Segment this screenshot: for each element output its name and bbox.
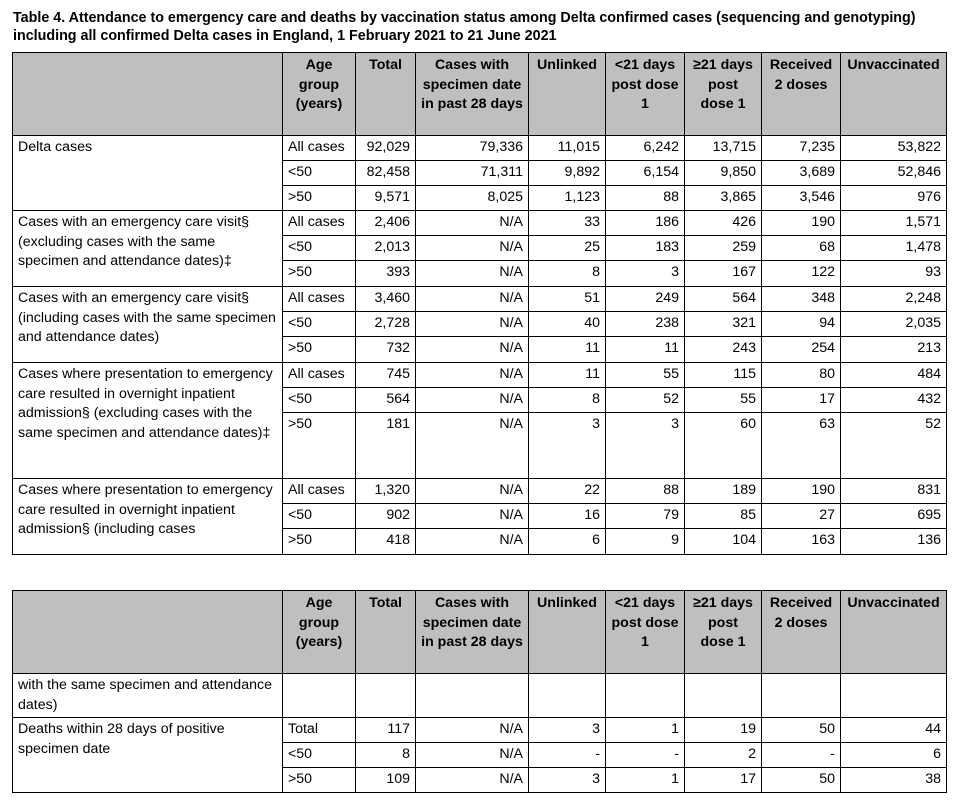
attendance-table	[12, 52, 947, 555]
header-two-doses: Received 2 doses	[762, 53, 841, 136]
specimen-cell: N/A	[416, 718, 529, 743]
two-doses-cell: 190	[762, 211, 841, 236]
unvaccinated-cell: 1,571	[841, 211, 947, 236]
total-cell: 2,406	[356, 211, 416, 236]
unvaccinated-cell: 213	[841, 337, 947, 363]
deaths-table	[12, 590, 947, 793]
total-cell: 393	[356, 261, 416, 287]
specimen-cell: N/A	[416, 529, 529, 555]
lt21-cell: 186	[606, 211, 685, 236]
specimen-cell: N/A	[416, 413, 529, 479]
header-corner	[13, 591, 283, 674]
unvaccinated-cell: 1,478	[841, 236, 947, 261]
age-cell: <50	[283, 388, 356, 413]
specimen-cell: N/A	[416, 236, 529, 261]
lt21-cell: 249	[606, 287, 685, 312]
unlinked-cell: 22	[529, 479, 606, 504]
ge21-cell: 2	[685, 743, 762, 768]
specimen-cell: N/A	[416, 363, 529, 388]
lt21-cell: 6,242	[606, 136, 685, 161]
table-row	[13, 363, 947, 388]
age-cell: All cases	[283, 136, 356, 161]
specimen-cell: N/A	[416, 337, 529, 363]
specimen-cell: N/A	[416, 388, 529, 413]
unlinked-cell: 11,015	[529, 136, 606, 161]
age-cell: Total	[283, 718, 356, 743]
unvaccinated-cell: 484	[841, 363, 947, 388]
table-row	[13, 287, 947, 312]
ge21-cell: 321	[685, 312, 762, 337]
header-ge21: ≥21 days post dose 1	[685, 53, 762, 136]
unlinked-cell: 9,892	[529, 161, 606, 186]
unlinked-cell: 3	[529, 718, 606, 743]
two-doses-cell: 50	[762, 768, 841, 793]
ge21-cell: 259	[685, 236, 762, 261]
lt21-cell: 183	[606, 236, 685, 261]
header-specimen: Cases with specimen date in past 28 days	[416, 591, 529, 674]
lt21-cell: 11	[606, 337, 685, 363]
two-doses-cell: 27	[762, 504, 841, 529]
header-two-doses: Received 2 doses	[762, 591, 841, 674]
unlinked-cell: 3	[529, 768, 606, 793]
age-cell: All cases	[283, 363, 356, 388]
table-row	[13, 136, 947, 161]
total-cell: 8	[356, 743, 416, 768]
lt21-cell: 1	[606, 768, 685, 793]
two-doses-cell: 63	[762, 413, 841, 479]
lt21-cell: 1	[606, 718, 685, 743]
unvaccinated-cell: 44	[841, 718, 947, 743]
unvaccinated-cell: 2,248	[841, 287, 947, 312]
unvaccinated-cell: 93	[841, 261, 947, 287]
unlinked-cell: 40	[529, 312, 606, 337]
unvaccinated-cell: 136	[841, 529, 947, 555]
unlinked-cell: 51	[529, 287, 606, 312]
specimen-cell: N/A	[416, 312, 529, 337]
ge21-cell: 3,865	[685, 186, 762, 211]
two-doses-cell: 94	[762, 312, 841, 337]
age-cell: <50	[283, 743, 356, 768]
two-doses-cell: 50	[762, 718, 841, 743]
two-doses-cell: 17	[762, 388, 841, 413]
total-cell: 82,458	[356, 161, 416, 186]
two-doses-cell: 190	[762, 479, 841, 504]
age-cell: >50	[283, 186, 356, 211]
header-unvaccinated: Unvaccinated	[841, 591, 947, 674]
ge21-cell: 115	[685, 363, 762, 388]
lt21-cell: 88	[606, 479, 685, 504]
lt21-cell: 79	[606, 504, 685, 529]
unvaccinated-cell: 2,035	[841, 312, 947, 337]
unvaccinated-cell: 432	[841, 388, 947, 413]
lt21-cell: 6,154	[606, 161, 685, 186]
specimen-cell: N/A	[416, 287, 529, 312]
header-ge21: ≥21 days post dose 1	[685, 591, 762, 674]
ge21-cell: 9,850	[685, 161, 762, 186]
unlinked-cell: 1,123	[529, 186, 606, 211]
table-row	[13, 211, 947, 236]
specimen-cell: N/A	[416, 211, 529, 236]
age-cell: <50	[283, 236, 356, 261]
unlinked-cell: 8	[529, 388, 606, 413]
header-lt21: <21 days post dose 1	[606, 53, 685, 136]
specimen-cell: 8,025	[416, 186, 529, 211]
total-cell: 732	[356, 337, 416, 363]
total-cell: 902	[356, 504, 416, 529]
age-cell: <50	[283, 312, 356, 337]
lt21-cell: 52	[606, 388, 685, 413]
ge21-cell: 17	[685, 768, 762, 793]
group-label: Cases with an emergency care visit§ (including cases with the same specimen and attendance dates)	[13, 287, 283, 363]
group-label: Cases where presentation to emergency care resulted in overnight inpatient admission§ (including cases	[13, 479, 283, 555]
ge21-cell: 167	[685, 261, 762, 287]
specimen-cell: N/A	[416, 768, 529, 793]
total-cell: 9,571	[356, 186, 416, 211]
lt21-cell: 238	[606, 312, 685, 337]
ge21-cell: 564	[685, 287, 762, 312]
total-cell: 1,320	[356, 479, 416, 504]
two-doses-cell: 122	[762, 261, 841, 287]
unlinked-cell: 11	[529, 363, 606, 388]
ge21-cell: 55	[685, 388, 762, 413]
specimen-cell: N/A	[416, 479, 529, 504]
ge21-cell: 189	[685, 479, 762, 504]
specimen-cell: 79,336	[416, 136, 529, 161]
table-row	[13, 479, 947, 504]
unvaccinated-cell: 695	[841, 504, 947, 529]
unvaccinated-cell: 38	[841, 768, 947, 793]
total-cell: 117	[356, 718, 416, 743]
specimen-cell: N/A	[416, 743, 529, 768]
ge21-cell: 60	[685, 413, 762, 479]
table-caption: Table 4. Attendance to emergency care and deaths by vaccination status among Delta confirmed cases (sequencing and genotyping) including all confirmed Delta cases in England, 1 February 2021 to 21 June 2021	[13, 10, 916, 44]
age-cell: All cases	[283, 287, 356, 312]
two-doses-cell: 3,689	[762, 161, 841, 186]
header-age: Age group (years)	[283, 591, 356, 674]
unlinked-cell: 8	[529, 261, 606, 287]
group-label: Cases where presentation to emergency care resulted in overnight inpatient admission§ (excluding cases with the same specimen and attendance dates)‡	[13, 363, 283, 479]
continuation-label: with the same specimen and attendance dates)	[13, 674, 283, 718]
lt21-cell: 9	[606, 529, 685, 555]
unvaccinated-cell: 53,822	[841, 136, 947, 161]
two-doses-cell: 7,235	[762, 136, 841, 161]
ge21-cell: 85	[685, 504, 762, 529]
age-cell: >50	[283, 768, 356, 793]
total-cell: 418	[356, 529, 416, 555]
total-cell: 109	[356, 768, 416, 793]
lt21-cell: 88	[606, 186, 685, 211]
age-cell: >50	[283, 529, 356, 555]
ge21-cell: 243	[685, 337, 762, 363]
unlinked-cell: 33	[529, 211, 606, 236]
total-cell: 181	[356, 413, 416, 479]
lt21-cell: -	[606, 743, 685, 768]
age-cell: All cases	[283, 479, 356, 504]
lt21-cell: 3	[606, 413, 685, 479]
unlinked-cell: 11	[529, 337, 606, 363]
unvaccinated-cell: 6	[841, 743, 947, 768]
header-total: Total	[356, 53, 416, 136]
group-label: Delta cases	[13, 136, 283, 211]
two-doses-cell: 80	[762, 363, 841, 388]
age-cell: <50	[283, 161, 356, 186]
unvaccinated-cell: 52	[841, 413, 947, 479]
header-lt21: <21 days post dose 1	[606, 591, 685, 674]
age-cell: All cases	[283, 211, 356, 236]
unvaccinated-cell: 831	[841, 479, 947, 504]
two-doses-cell: 3,546	[762, 186, 841, 211]
total-cell: 564	[356, 388, 416, 413]
table-row	[13, 718, 947, 743]
group-label: Cases with an emergency care visit§ (excluding cases with the same specimen and attendance dates)‡	[13, 211, 283, 287]
ge21-cell: 13,715	[685, 136, 762, 161]
unlinked-cell: 3	[529, 413, 606, 479]
total-cell: 3,460	[356, 287, 416, 312]
specimen-cell: N/A	[416, 504, 529, 529]
unlinked-cell: 16	[529, 504, 606, 529]
unlinked-cell: -	[529, 743, 606, 768]
ge21-cell: 19	[685, 718, 762, 743]
header-total: Total	[356, 591, 416, 674]
lt21-cell: 3	[606, 261, 685, 287]
ge21-cell: 104	[685, 529, 762, 555]
total-cell: 2,013	[356, 236, 416, 261]
header-corner	[13, 53, 283, 136]
specimen-cell: 71,311	[416, 161, 529, 186]
lt21-cell: 55	[606, 363, 685, 388]
unvaccinated-cell: 52,846	[841, 161, 947, 186]
two-doses-cell: -	[762, 743, 841, 768]
header-unlinked: Unlinked	[529, 591, 606, 674]
age-cell: >50	[283, 413, 356, 479]
two-doses-cell: 254	[762, 337, 841, 363]
age-cell: <50	[283, 504, 356, 529]
header-unlinked: Unlinked	[529, 53, 606, 136]
age-cell: >50	[283, 337, 356, 363]
age-cell: >50	[283, 261, 356, 287]
ge21-cell: 426	[685, 211, 762, 236]
header-unvaccinated: Unvaccinated	[841, 53, 947, 136]
unlinked-cell: 25	[529, 236, 606, 261]
header-age: Age group (years)	[283, 53, 356, 136]
unlinked-cell: 6	[529, 529, 606, 555]
total-cell: 745	[356, 363, 416, 388]
unvaccinated-cell: 976	[841, 186, 947, 211]
total-cell: 2,728	[356, 312, 416, 337]
table-row	[13, 674, 947, 718]
total-cell: 92,029	[356, 136, 416, 161]
two-doses-cell: 348	[762, 287, 841, 312]
specimen-cell: N/A	[416, 261, 529, 287]
two-doses-cell: 68	[762, 236, 841, 261]
group-label: Deaths within 28 days of positive specimen date	[13, 718, 283, 793]
header-specimen: Cases with specimen date in past 28 days	[416, 53, 529, 136]
two-doses-cell: 163	[762, 529, 841, 555]
